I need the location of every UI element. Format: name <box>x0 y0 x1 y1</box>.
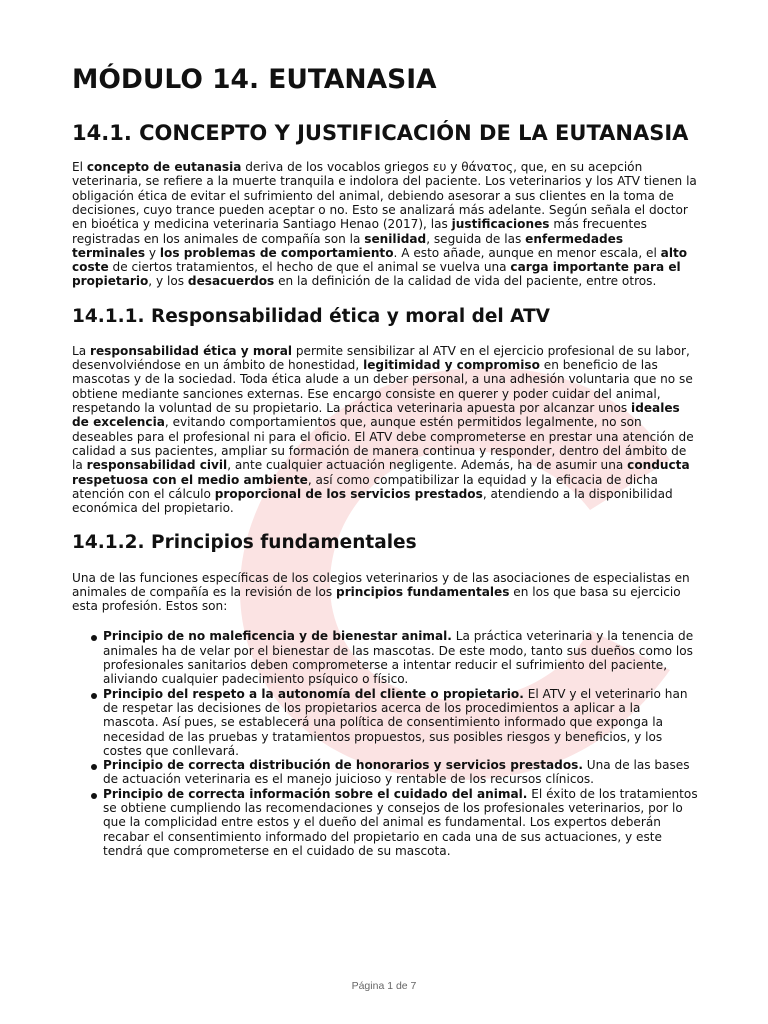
list-item: Principio del respeto a la autonomía del cliente o propietario. El ATV y el veterinario han de respetar las decisiones de los propietarios acerca de los procedimientos a aplicar a la mascota. Así pues, se establecerá una política de consentimiento informado que exponga la necesidad de las pruebas y tratamientos propuestos, sus posibles riesgos y beneficios, y los costes que conllevará. <box>103 687 698 758</box>
list-item: Principio de correcta información sobre el cuidado del animal. El éxito de los tratamientos se obtiene cumpliendo las recomendaciones y consejos de los profesionales veterinarios, por lo que la complicidad entre estos y el dueño del animal es fundamental. Los expertos deberán recabar el consentimiento informado del propietario en cada una de sus actuaciones, y este tendrá que comprometerse en el cuidado de su mascota. <box>103 786 698 858</box>
emphasis: responsabilidad ética y moral <box>90 343 293 358</box>
emphasis: los problemas de comportamiento <box>159 245 394 260</box>
section-heading: 14.1. CONCEPTO Y JUSTIFICACIÓN DE LA EUTANASIA <box>72 120 689 145</box>
emphasis: proporcional de los servicios prestados <box>214 486 483 501</box>
list-item: Principio de correcta distribución de honorarios y servicios prestados. Una de las bases de actuación veterinaria es el manejo juicioso y rentable de los recursos clínicos. <box>103 758 698 787</box>
list-item: Principio de no maleficencia y de bienestar animal. La práctica veterinaria y la tenencia de animales ha de velar por el bienestar de las mascotas. De este modo, tanto sus dueños como los profesionales sanitarios deben comprometerse a intentar reducir el sufrimiento del paciente, aliviando cualquier padecimiento psíquico o físico. <box>103 629 698 686</box>
ethics-paragraph: La responsabilidad ética y moral permite sensibilizar al ATV en el ejercicio profesional de su labor, desenvolviéndose en un ámbito de honestidad, legitimidad y compromiso en beneficio de las mascotas y de la sociedad. Toda ética alude a un deber personal, a una adhesión voluntaria que no se obtiene mediante sanciones externas. Ese encargo consiste en querer y poder cuidar del animal, respetando la voluntad de su propietario. La práctica veterinaria apuesta por alcanzar unos ideales de excelencia, evitando comportamientos que, aunque estén permitidos legalmente, no son deseables para el profesional ni para el oficio. El ATV debe comprometerse en prestar una atención de calidad a sus pacientes, ampliar su formación de manera continua y responder, dentro del ámbito de la responsabilidad civil, ante cualquier actuación negligente. Además, ha de asumir una conducta respetuosa con el medio ambiente, así como compatibilizar la equidad y la eficacia de dicha atención con el cálculo proporcional de los servicios prestados, atendiendo a la disponibilidad económica del propietario. <box>72 343 694 516</box>
emphasis: Principio de correcta distribución de honorarios y servicios prestados. <box>103 758 583 773</box>
emphasis: Principio de no maleficencia y de bienestar animal. <box>103 629 452 644</box>
emphasis: senilidad <box>364 231 427 246</box>
emphasis: legitimidad y compromiso <box>363 358 540 373</box>
principles-list <box>72 629 698 858</box>
emphasis: conducta respetuosa con el medio ambiente <box>72 458 690 487</box>
emphasis: carga importante para el propietario <box>72 260 681 289</box>
principles-intro: Una de las funciones específicas de los colegios veterinarios y de las asociaciones de especialistas en animales de compañía es la revisión de los principios fundamentales en los que basa su ejercicio esta profesión. Estos son: <box>72 570 690 614</box>
emphasis: Principio de correcta información sobre el cuidado del animal. <box>103 786 528 801</box>
document-page <box>72 64 698 858</box>
module-title: MÓDULO 14. EUTANASIA <box>72 64 437 95</box>
emphasis: ideales de excelencia <box>72 401 680 430</box>
emphasis: justificaciones <box>451 217 550 232</box>
emphasis: concepto de eutanasia <box>86 160 242 175</box>
subsection-heading-principles: 14.1.2. Principios fundamentales <box>72 532 417 554</box>
subsection-heading-ethics: 14.1.1. Responsabilidad ética y moral del ATV <box>72 305 551 327</box>
page-number: Página 1 de 7 <box>351 980 417 992</box>
emphasis: desacuerdos <box>187 274 275 289</box>
emphasis: enfermedades terminales <box>72 231 624 260</box>
emphasis: alto coste <box>72 245 688 275</box>
emphasis: principios fundamentales <box>336 584 510 599</box>
emphasis: Principio del respeto a la autonomía del cliente o propietario. <box>103 686 524 701</box>
emphasis: responsabilidad civil <box>86 458 228 473</box>
section-paragraph: El concepto de eutanasia deriva de los vocablos griegos ευ y θάνατος, que, en su acepción veterinaria, se refiere a la muerte tranquila e indolora del paciente. Los veterinarios y los ATV tienen la obligación ética de evitar el sufrimiento del animal, debiendo asesorar a sus clientes en la toma de decisiones, cuyo trance pueden aceptar o no. Esto se analizará más adelante. Según señala el doctor en bioética y medicina veterinaria Santiago Henao (2017), las justificaciones más frecuentes registradas en los animales de compañía son la senilidad, seguida de las enfermedades terminales y los problemas de comportamiento. A esto añade, aunque en menor escala, el alto coste de ciertos tratamientos, el hecho de que el animal se vuelva una carga importante para el propietario, y los desacuerdos en la definición de la calidad de vida del paciente, entre otros. <box>72 160 697 289</box>
